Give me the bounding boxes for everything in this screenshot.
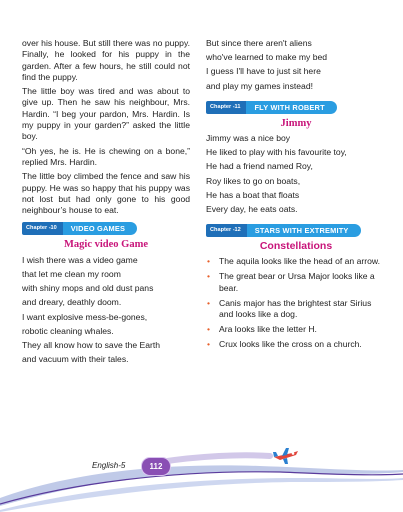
- left-column: [22, 38, 190, 368]
- list-item: [206, 256, 386, 267]
- list-item-text: Ara looks like the letter H.: [219, 323, 317, 334]
- list-item-text: The aquila looks like the head of an arrow.: [219, 256, 380, 267]
- poem-title: Jimmy: [280, 117, 312, 129]
- list-item-text: Canis major has the brightest star Sirius and looks like a dog.: [219, 297, 372, 319]
- section-title: Constellations: [259, 240, 333, 253]
- poem-line: Roy likes to go on boats,: [206, 175, 301, 186]
- poem-line: But since there aren't aliens: [206, 38, 312, 48]
- book-title: English-5: [92, 461, 126, 470]
- page-number-badge: 112: [141, 457, 171, 476]
- list-item: [206, 298, 386, 321]
- poem-line: with shiny mops and old dust pans: [22, 283, 154, 294]
- bullet-icon: •: [207, 323, 211, 334]
- story-paragraph-4: The little boy climbed the fence and saw his puppy. He was so happy that his puppy was not lost but had only gone to his good neighbour’s house to eat.: [22, 171, 190, 216]
- poem-line: who've learned to make my bed: [206, 52, 328, 63]
- poem-line: He liked to play with his favourite toy,: [206, 147, 347, 158]
- list-item: [206, 339, 386, 350]
- poem-line: that let me clean my room: [22, 268, 121, 279]
- bullet-icon: •: [207, 271, 211, 282]
- chapter-title: FLY WITH ROBERT: [246, 101, 336, 114]
- chapter-number: Chapter -10: [22, 222, 63, 235]
- chapter-number: Chapter -12: [206, 224, 247, 237]
- poem-line: Every day, he eats oats.: [206, 203, 298, 214]
- poem-title: Magic video Game: [64, 239, 148, 251]
- chapter-10-banner: [22, 222, 190, 235]
- poem-line: I wish there was a video game: [22, 254, 138, 265]
- list-item-text: Crux looks like the cross on a church.: [219, 338, 362, 349]
- chapter-11-banner: [206, 101, 386, 114]
- right-column: [206, 38, 386, 354]
- poem-line: He has a boat that floats: [206, 189, 300, 200]
- list-item-text: The great bear or Ursa Major looks like a bear.: [219, 271, 375, 293]
- constellation-list: [206, 256, 386, 349]
- bullet-icon: •: [207, 297, 211, 308]
- story-paragraph-1: over his house. But still there was no puppy. Finally, he looked for his puppy in the garden. After a few hours, he still could not find the puppy.: [22, 38, 190, 82]
- chapter-12-banner: [206, 224, 386, 237]
- bullet-icon: •: [207, 338, 211, 349]
- poem-line: I guess I'll have to just sit here: [206, 66, 321, 77]
- poem-line: Jimmy was a nice boy: [206, 133, 291, 144]
- chapter-title: VIDEO GAMES: [63, 222, 137, 235]
- list-item: [206, 271, 386, 294]
- chapter-number: Chapter -11: [206, 101, 246, 114]
- poem-line: and vacuum with their tales.: [22, 354, 129, 365]
- story-paragraph-2: The little boy was tired and was about to give up. Then he saw his neighbour, Mrs. Hardin. “I beg your pardon, Mrs. Hardin. Is my puppy in your garden?” asked the little boy.: [22, 86, 190, 142]
- poem-line: and dreary, deathly doom.: [22, 297, 122, 308]
- bullet-icon: •: [207, 256, 211, 267]
- swoosh-decoration: [0, 432, 403, 512]
- poem-line: He had a friend named Roy,: [206, 161, 313, 172]
- story-paragraph-3: “Oh yes, he is. He is chewing on a bone,” replied Mrs. Hardin.: [22, 145, 190, 167]
- poem-line: I want explosive mess-be-gones,: [22, 311, 148, 322]
- poem-line: They all know how to save the Earth: [22, 339, 161, 350]
- list-item: [206, 324, 386, 335]
- poem-line: robotic cleaning whales.: [22, 325, 114, 336]
- poem-line: and play my games instead!: [206, 80, 314, 91]
- chapter-title: STARS WITH EXTREMITY: [247, 224, 361, 237]
- airplane-icon: [272, 445, 300, 467]
